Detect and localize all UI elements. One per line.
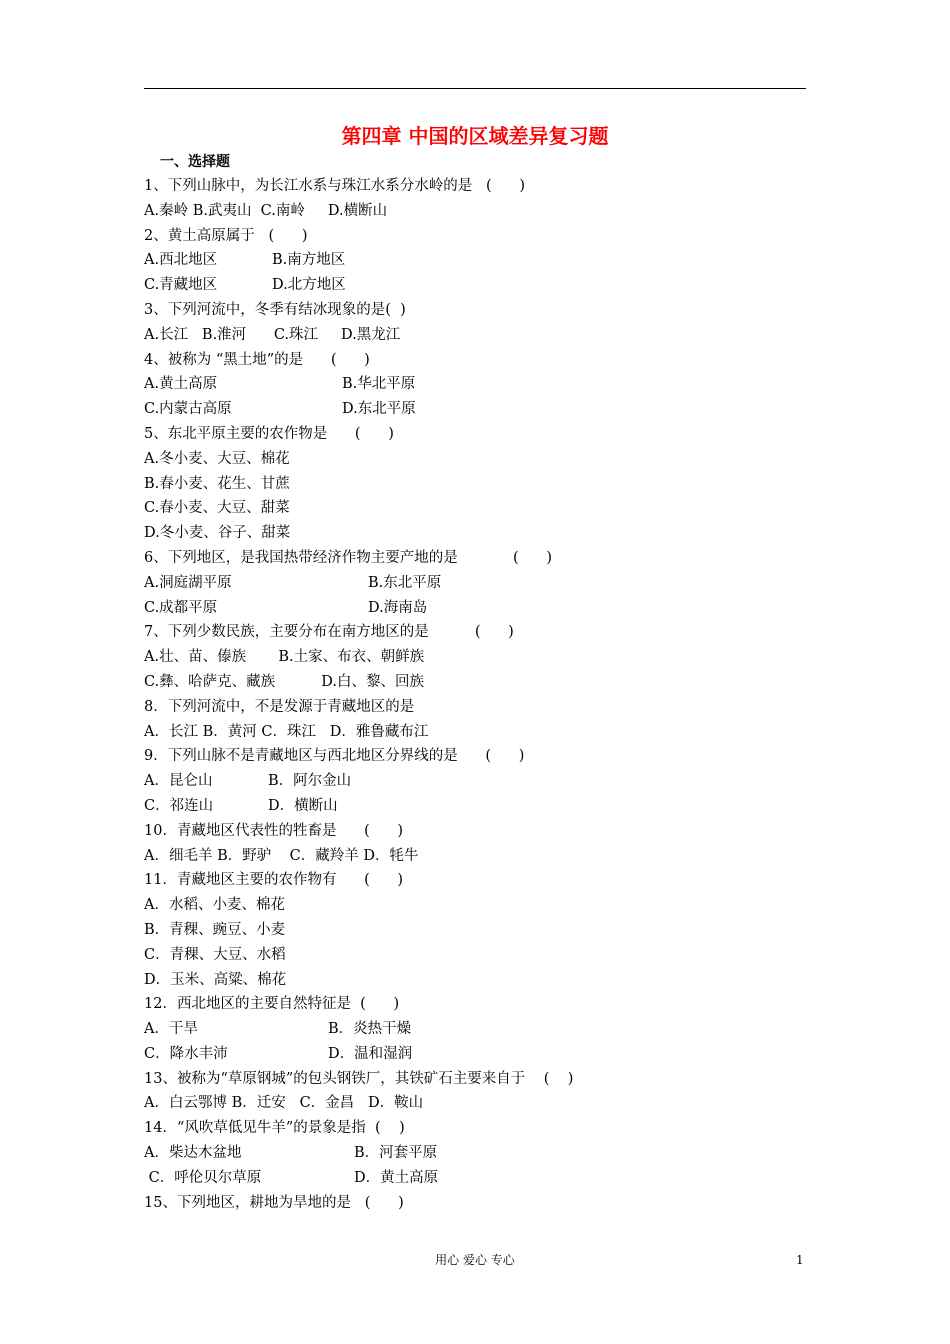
text-line [144, 1067, 824, 1092]
text-segment: A．昆仑山 [144, 773, 213, 790]
text-segment: A.冬小麦、大豆、棉花 [144, 450, 290, 467]
text-segment: C.成都平原 [144, 599, 218, 616]
text-line [144, 769, 824, 794]
text-segment: 8．下列河流中，不是发源于青藏地区的是 [144, 698, 415, 715]
text-segment: 3、下列河流中，冬季有结冰现象的是( ) [144, 301, 406, 318]
text-segment: A.洞庭湖平原 [144, 574, 232, 591]
text-line [144, 248, 824, 273]
text-line [144, 1017, 824, 1042]
text-line [144, 298, 824, 323]
text-segment: B.南方地区 [272, 252, 346, 269]
text-line [144, 844, 824, 869]
text-segment: C.内蒙古高原 [144, 401, 232, 418]
text-segment: A.秦岭 B.武夷山 C.南岭 D.横断山 [144, 202, 388, 219]
text-segment: 14．“风吹草低见牛羊”的景象是指 ( ) [144, 1120, 405, 1137]
text-segment: 5、东北平原主要的农作物是 ( ) [144, 425, 394, 442]
text-line [144, 596, 824, 621]
text-line [144, 372, 824, 397]
text-line [144, 397, 824, 422]
text-line [144, 819, 824, 844]
text-segment: 2、黄土高原属于 ( ) [144, 227, 308, 244]
text-segment: B.春小麦、花生、甘蔗 [144, 475, 290, 492]
text-line [144, 893, 824, 918]
document-title: 第四章 中国的区域差异复习题 [341, 124, 609, 148]
text-segment: C.彝、哈萨克、藏族 D.白、黎、回族 [144, 673, 424, 690]
text-line [144, 943, 824, 968]
text-line [144, 645, 824, 670]
text-line [144, 199, 824, 224]
text-line [144, 620, 824, 645]
question-list [144, 174, 824, 1215]
text-segment: 13、被称为“草原钢城”的包头钢铁厂，其铁矿石主要来自于 ( ) [144, 1070, 574, 1087]
text-segment: B．炎热干燥 [328, 1021, 412, 1038]
text-segment: A．水稻、小麦、棉花 [144, 897, 285, 914]
text-line [144, 496, 824, 521]
text-segment: 11．青藏地区主要的农作物有 ( ) [144, 872, 404, 889]
text-segment: C.青藏地区 [144, 277, 218, 294]
text-line [144, 348, 824, 373]
text-line [144, 1141, 824, 1166]
section-heading: 一、选择题 [160, 154, 230, 170]
text-segment: A.壮、苗、傣族 B.土家、布衣、朝鲜族 [144, 649, 425, 666]
text-line [144, 224, 824, 249]
text-line [144, 174, 824, 199]
text-segment: A.黄土高原 [144, 376, 218, 393]
text-line [144, 273, 824, 298]
text-segment: 6、下列地区，是我国热带经济作物主要产地的是 ( ) [144, 549, 553, 566]
text-line [144, 868, 824, 893]
text-segment: C．降水丰沛 [144, 1045, 228, 1062]
text-segment: A．柴达木盆地 [144, 1145, 242, 1162]
text-line [144, 546, 824, 571]
text-line [144, 571, 824, 596]
text-segment: 15、下列地区，耕地为旱地的是 ( ) [144, 1194, 404, 1211]
page-footer: 用心 爱心 专心 [435, 1253, 515, 1267]
text-segment: A．白云鄂博 B．迁安 C．金昌 D．鞍山 [144, 1095, 424, 1112]
text-segment: 7、下列少数民族，主要分布在南方地区的是 ( ) [144, 624, 514, 641]
text-segment: A．长江 B．黄河 C．珠江 D．雅鲁藏布江 [144, 723, 429, 740]
text-segment: 4、被称为 “黑土地”的是 ( ) [144, 351, 370, 368]
text-line [144, 1091, 824, 1116]
text-segment: D．黄土高原 [354, 1169, 439, 1186]
text-segment: B.华北平原 [342, 376, 416, 393]
text-segment: C．青稞、大豆、水稻 [144, 946, 286, 963]
text-line [144, 472, 824, 497]
text-line [144, 968, 824, 993]
text-line [144, 918, 824, 943]
text-segment: B．阿尔金山 [268, 773, 352, 790]
text-line [144, 695, 824, 720]
text-segment: 1、下列山脉中，为长江水系与珠江水系分水岭的是 ( ) [144, 178, 526, 194]
text-line [144, 794, 824, 819]
page-number: 1 [796, 1253, 804, 1267]
text-line [144, 1166, 824, 1191]
text-segment: A.西北地区 [144, 252, 218, 269]
text-line [144, 323, 824, 348]
text-segment: B.东北平原 [368, 574, 442, 591]
text-segment: D．温和湿润 [328, 1045, 413, 1062]
text-segment: D．横断山 [268, 797, 338, 814]
text-segment: A.长江 B.淮河 C.珠江 D.黑龙江 [144, 326, 401, 343]
text-segment: A．干旱 [144, 1021, 198, 1038]
text-line [144, 521, 824, 546]
text-segment: 10．青藏地区代表性的牲畜是 ( ) [144, 822, 404, 839]
text-line [144, 720, 824, 745]
header-rule [144, 88, 806, 89]
text-line [144, 447, 824, 472]
text-segment: D.冬小麦、谷子、甜菜 [144, 525, 291, 542]
text-segment: C．呼伦贝尔草原 [144, 1169, 262, 1186]
text-line [144, 670, 824, 695]
text-segment: D．玉米、高粱、棉花 [144, 971, 287, 988]
text-segment: D.海南岛 [368, 599, 428, 616]
text-segment: A．细毛羊 B．野驴 C．藏羚羊 D．牦牛 [144, 847, 419, 864]
text-line [144, 1116, 824, 1141]
text-line [144, 1042, 824, 1067]
text-line [144, 422, 824, 447]
text-line [144, 1191, 824, 1216]
text-segment: B．青稞、豌豆、小麦 [144, 921, 286, 938]
text-line [144, 744, 824, 769]
text-segment: D.北方地区 [272, 277, 346, 294]
text-line [144, 992, 824, 1017]
text-segment: 9．下列山脉不是青藏地区与西北地区分界线的是 ( ) [144, 748, 525, 765]
text-segment: B．河套平原 [354, 1145, 438, 1162]
text-segment: C．祁连山 [144, 797, 214, 814]
text-segment: C.春小麦、大豆、甜菜 [144, 500, 290, 517]
text-segment: D.东北平原 [342, 401, 416, 418]
text-segment: 12．西北地区的主要自然特征是 ( ) [144, 996, 400, 1013]
